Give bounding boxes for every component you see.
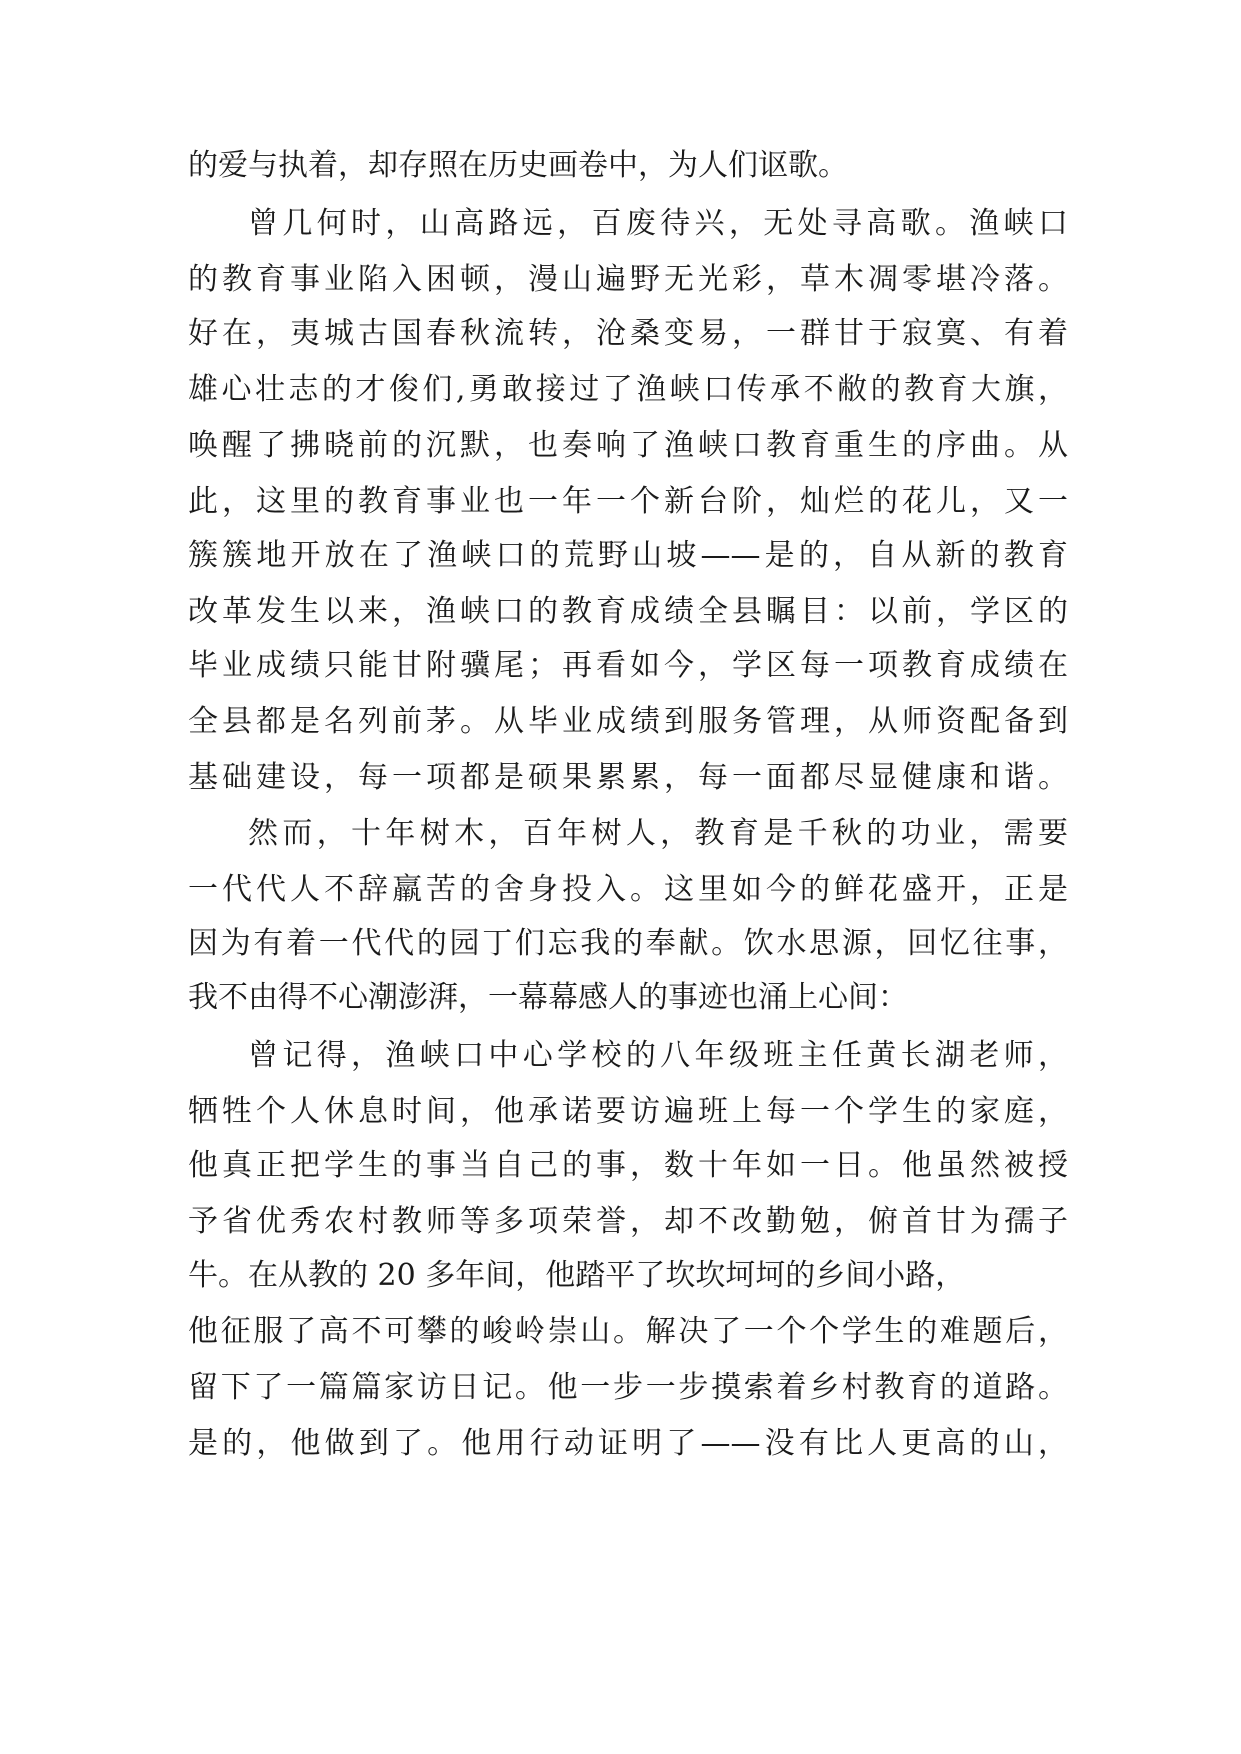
text-line: 改革发生以来，渔峡口的教育成绩全县瞩目：以前，学区的 [188,594,1068,629]
text-line: 他真正把学生的事当自己的事，数十年如一日。他虽然被授 [188,1148,1068,1183]
text-line: 我不由得不心潮澎湃，一幕幕感人的事迹也涌上心间： [188,980,908,1015]
text-line: 留下了一篇篇家访日记。他一步一步摸索着乡村教育的道路。 [188,1370,1068,1405]
text-line: 簇簇地开放在了渔峡口的荒野山坡——是的，自从新的教育 [188,538,1068,573]
text-line: 的爱与执着，却存照在历史画卷中，为人们讴歌。 [188,148,848,183]
text-line: 他征服了高不可攀的峻岭崇山。解决了一个个学生的难题后， [188,1314,1068,1349]
text-line: 此，这里的教育事业也一年一个新台阶，灿烂的花儿，又一 [188,484,1068,519]
text-line: 的教育事业陷入困顿，漫山遍野无光彩，草木凋零堪冷落。 [188,262,1068,297]
text-line: 是的，他做到了。他用行动证明了——没有比人更高的山， [188,1426,1068,1461]
paragraph-first-line: 然而，十年树木，百年树人，教育是千秋的功业，需要 [248,816,1068,851]
text-line: 一代代人不辞羸苦的舍身投入。这里如今的鲜花盛开，正是 [188,872,1068,907]
text-line: 予省优秀农村教师等多项荣誉，却不改勤勉，俯首甘为孺子 [188,1204,1068,1239]
paragraph-first-line: 曾记得，渔峡口中心学校的八年级班主任黄长湖老师， [248,1038,1068,1073]
text-line: 毕业成绩只能甘附骥尾；再看如今，学区每一项教育成绩在 [188,648,1068,683]
text-line: 全县都是名列前茅。从毕业成绩到服务管理，从师资配备到 [188,704,1068,739]
text-line: 牛。在从教的 20 多年间，他踏平了坎坎坷坷的乡间小路， [188,1258,966,1293]
text-line: 基础建设，每一项都是硕果累累，每一面都尽显健康和谐。 [188,760,1068,795]
text-line: 牺牲个人休息时间，他承诺要访遍班上每一个学生的家庭， [188,1094,1068,1129]
text-line: 因为有着一代代的园丁们忘我的奉献。饮水思源，回忆往事， [188,926,1068,961]
text-line: 雄心壮志的才俊们,勇敢接过了渔峡口传承不敝的教育大旗， [188,372,1068,407]
text-line: 唤醒了拂晓前的沉默，也奏响了渔峡口教育重生的序曲。从 [188,428,1068,463]
paragraph-first-line: 曾几何时，山高路远，百废待兴，无处寻高歌。渔峡口 [248,206,1068,241]
text-line: 好在，夷城古国春秋流转，沧桑变易，一群甘于寂寞、有着 [188,316,1068,351]
